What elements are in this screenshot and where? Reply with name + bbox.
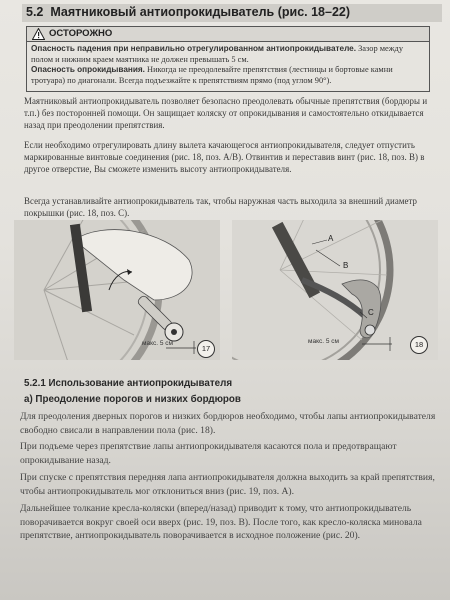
section-title bbox=[26, 5, 350, 19]
caution-header bbox=[27, 27, 429, 42]
section-number: 5.2 bbox=[26, 5, 44, 19]
body-paragraph-thresholds: Для преодоления дверных порогов и низких бордюров необходимо, чтобы лапы антиопрокидывателя свободно свисали в направлении пола (рис. 18). bbox=[20, 411, 436, 436]
section-heading: Маятниковый антиопрокидыватель (рис. 18–22) bbox=[50, 5, 351, 19]
warning-triangle-icon bbox=[32, 28, 45, 40]
figure-17-illustration bbox=[14, 220, 220, 360]
caution-fall-text: Зазор между полом и нижним краем маятника не должен превышать 5 см. bbox=[31, 44, 404, 64]
body-paragraph-ascent: При подъеме через препятствие лапы антиопрокидывателя касаются пола и предотвращают опрокидывание назад. bbox=[20, 441, 397, 466]
figure-18-number: 18 bbox=[410, 336, 428, 354]
figure-18-label-b: B bbox=[343, 261, 349, 270]
caution-tip-text: Никогда не преодолевайте препятствия (лестницы и бортовые камни тротуара) по диагонали. Всегда подъезжайте к препятствиям прямо (под углом 90°). bbox=[31, 65, 393, 85]
subsection-subtitle: а) Преодоление порогов и низких бордюров bbox=[24, 394, 241, 405]
paragraph-intro: Маятниковый антиопрокидыватель позволяет безопасно преодолевать обычные препятствия (бордюры и т.п.) без посторонней помощи. Он защищает коляску от опрокидывания и самостоятельно откидывается назад при преодолении препятствия. bbox=[24, 96, 428, 130]
caution-tip-heading: Опасность опрокидывания. bbox=[31, 65, 145, 74]
body-paragraph-descent: При спуске с препятствия передняя лапа антиопрокидывателя должна выходить за край препятствия, чтобы антиопрокидыватель мог отклониться вниз (рис. 19, поз. A). bbox=[20, 472, 435, 497]
caution-box bbox=[26, 26, 430, 92]
caution-label: ОСТОРОЖНО bbox=[49, 28, 113, 39]
paragraph-adjust: Если необходимо отрегулировать длину вылета качающегося антиопрокидывателя, следует отпустить маркированные винтовые соединения (рис. 18, поз. A/B). Отвинтив и переставив винт (рис. 18, поз. B) в другое отверстие, Вы сможете изменить высоту антиопрокидывателя. bbox=[24, 140, 425, 174]
figure-18-caption: макс. 5 см bbox=[308, 338, 340, 345]
subsection-title: 5.2.1 Использование антиопрокидывателя bbox=[24, 378, 233, 389]
figure-17-caption: макс. 5 см bbox=[142, 340, 174, 347]
figure-18 bbox=[232, 220, 438, 360]
caution-text bbox=[31, 44, 427, 86]
figure-18-label-c: C bbox=[368, 308, 374, 317]
body-paragraph-pushing: Дальнейшее толкание кресла-коляски (вперед/назад) приводит к тому, что антиопрокидыватель поворачивается вокруг своей оси вверх (рис. 19, поз. B). После того, как кресло-коляска миновала препятствие, антиопрокидыватель поворачивается в исходное положение (рис. 20). bbox=[20, 503, 422, 542]
figure-17 bbox=[14, 220, 220, 360]
caution-fall-heading: Опасность падения при неправильно отрегулированном антиопрокидывателе. bbox=[31, 44, 357, 53]
figure-17-number: 17 bbox=[197, 340, 215, 358]
paragraph-install: Всегда устанавливайте антиопрокидыватель так, чтобы наружная часть выходила за внешний диаметр покрышки (рис. 18, поз. C). bbox=[24, 196, 418, 218]
figure-18-label-a: A bbox=[328, 234, 334, 243]
